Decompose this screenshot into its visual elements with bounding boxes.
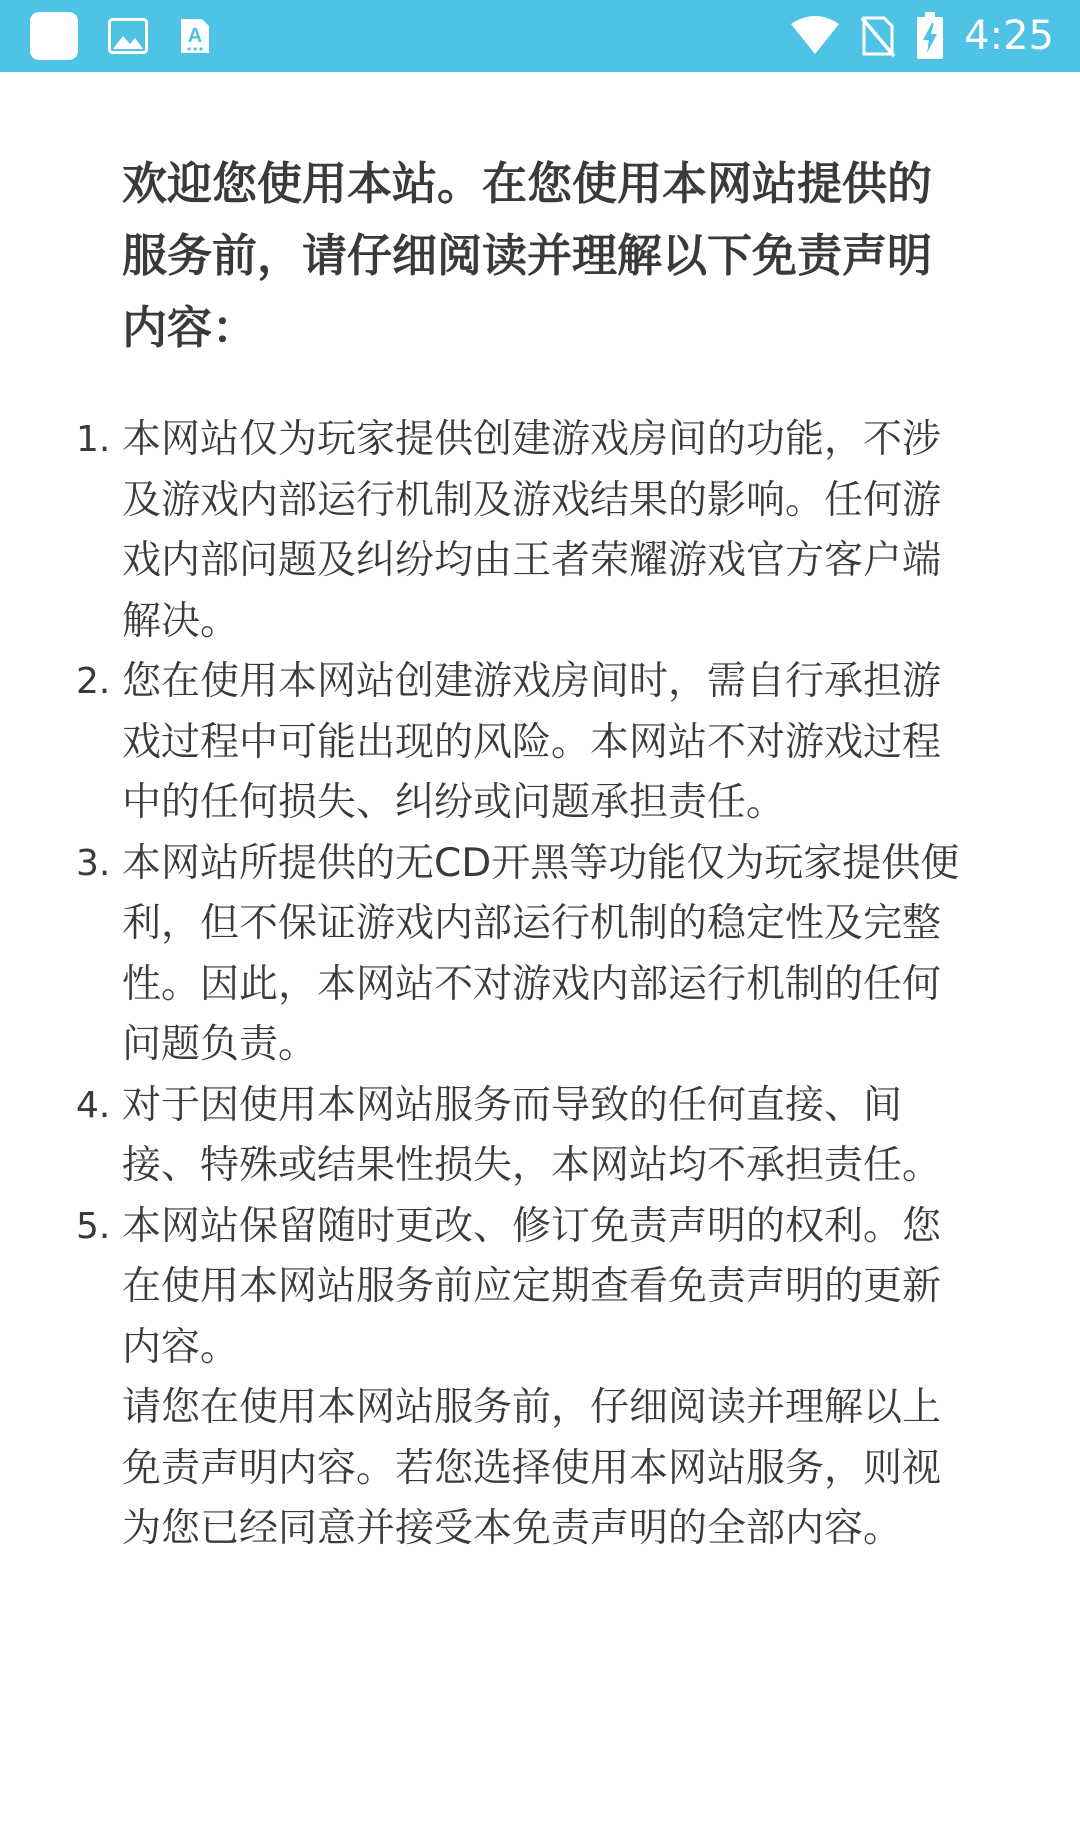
item-number: 2. (76, 661, 111, 702)
item-text: 对于因使用本网站服务而导致的任何直接、间接、特殊或结果性损失，本网站均不承担责任。 (122, 1082, 942, 1188)
item-number: 1. (76, 419, 111, 460)
disclaimer-list (76, 410, 962, 1560)
disclaimer-item-5 (76, 1197, 962, 1560)
status-bar-system (790, 0, 1054, 72)
battery-charging-icon (916, 12, 944, 60)
keyboard-a-icon (178, 16, 212, 56)
no-sim-icon (860, 14, 896, 58)
status-bar-notifications (30, 12, 212, 60)
disclaimer-intro: 欢迎您使用本站。在您使用本网站提供的服务前，请仔细阅读并理解以下免责声明内容： (122, 157, 933, 354)
disclaimer-closing: 请您在使用本网站服务前，仔细阅读并理解以上免责声明内容。若您选择使用本网站服务，则视为您已经同意并接受本免责声明的全部内容。 (122, 1385, 942, 1551)
item-text: 本网站保留随时更改、修订免责声明的权利。您在使用本网站服务前应定期查看免责声明的更新内容。 (122, 1203, 942, 1370)
svg-text:A: A (187, 25, 203, 47)
item-number: 5. (76, 1205, 111, 1247)
item-number: 4. (76, 1084, 111, 1126)
item-text: 本网站所提供的无CD开黑等功能仅为玩家提供便利，但不保证游戏内部运行机制的稳定性及完整性。因此，本网站不对游戏内部运行机制的任何问题负责。 (122, 840, 960, 1067)
item-number: 3. (76, 842, 111, 884)
disclaimer-item-2 (76, 652, 962, 834)
disclaimer-item-1 (76, 410, 962, 652)
item-text: 您在使用本网站创建游戏房间时，需自行承担游戏过程中可能出现的风险。本网站不对游戏过程中的任何损失、纠纷或问题承担责任。 (122, 659, 942, 825)
wifi-icon (790, 16, 840, 56)
disclaimer-item-4 (76, 1076, 962, 1197)
app-square-icon (30, 12, 78, 60)
image-icon (108, 18, 148, 54)
item-text: 本网站仅为玩家提供创建游戏房间的功能，不涉及游戏内部运行机制及游戏结果的影响。任何游戏内部问题及纠纷均由王者荣耀游戏官方客户端解决。 (122, 417, 942, 644)
status-bar (0, 0, 1080, 72)
disclaimer-item-3 (76, 834, 962, 1076)
status-bar-time: 4:25 (964, 13, 1054, 59)
